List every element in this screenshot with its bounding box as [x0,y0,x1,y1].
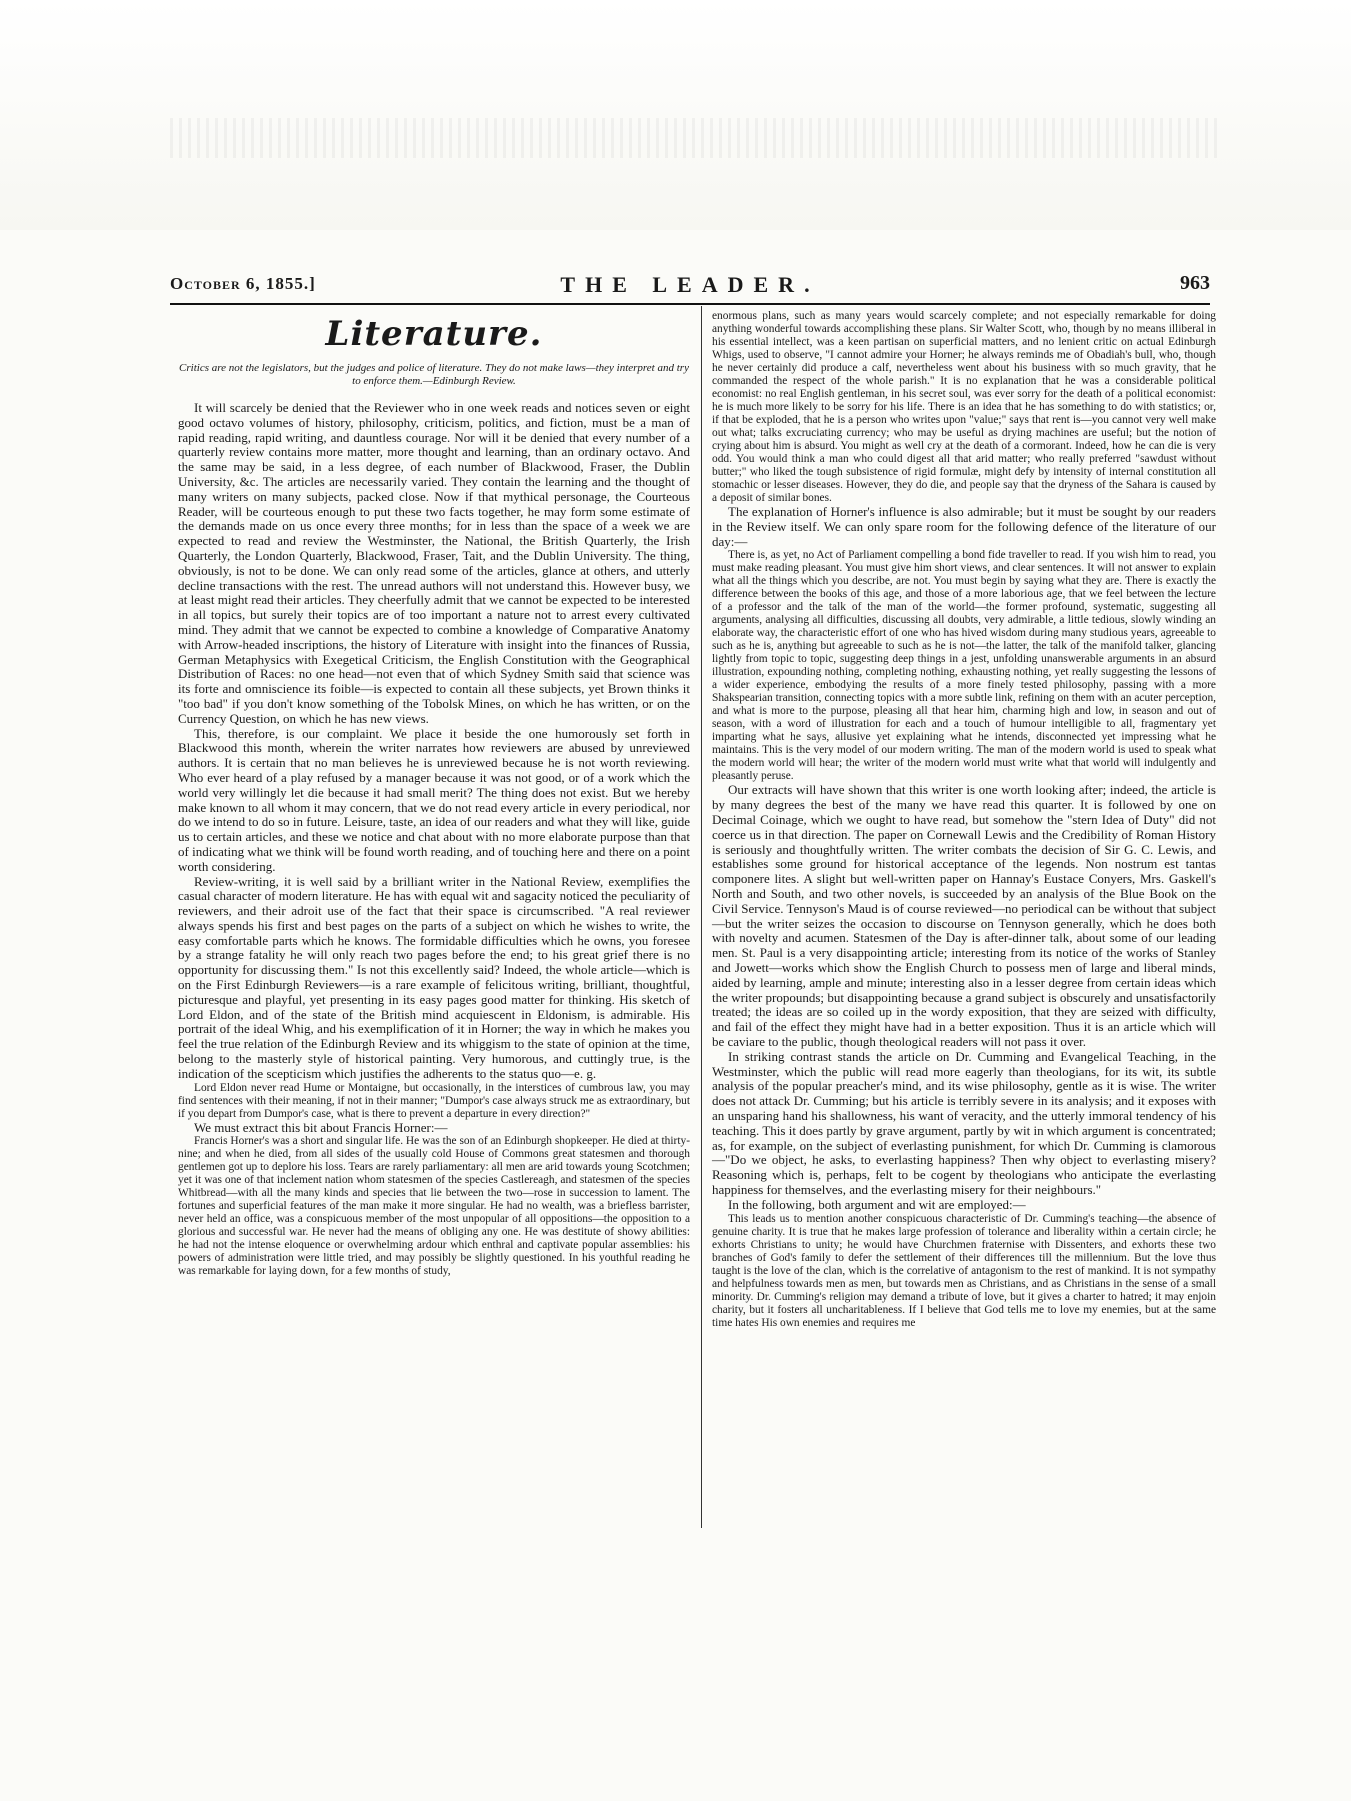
paragraph: In striking contrast stands the article on Dr. Cumming and Evangelical Teaching, in the Westminster, which the public will read more eagerly than theologians, for its wit, its subtle analysis of the popular preacher's mind, and its wise philosophy, gentle as it is wise. The writer does not attack Dr. Cumming; but his article is terribly severe in its analysis; and it exposes with an unsparing hand his shallowness, his want of veracity, and the utterly immoral tendency of his teaching. This it does partly by grave argument, partly by wit in which argument is concentrated; as, for example, on the subject of everlasting punishment, for which Dr. Cumming is clamorous—"Do we object, he asks, to everlasting happiness? Then why object to everlasting misery? Reasoning which is, perhaps, felt to be cogent by theologians who anticipate the everlasting happiness for themselves, and the everlasting misery for their neighbours." [712,1048,1216,1197]
issue-date: October 6, 1855.] [170,274,316,293]
epigraph: Critics are not the legislators, but the judges and police of literature. They do not make laws—they interpret and try to enforce them.—Edinburgh Review. [179,362,689,387]
paragraph: Our extracts will have shown that this writer is one worth looking after; indeed, the article is by many degrees the best of the many we have read this quarter. It is followed by one on Decimal Coinage, which we ought to have read, but somehow the "stern Idea of Duty" did not coerce us in that direction. The paper on Cornewall Lewis and the Credibility of Roman History is seriously and thoughtfully written. The writer combats the decision of Sir G. C. Lewis, and establishes some ground for historical acceptance of the legends. Non nostrum est tantas componere lites. A slight but well-written paper on Hannay's Eustace Conyers, Mrs. Gaskell's North and South, and two other novels, is succeeded by an analysis of the Blue Book on the Civil Service. Tennyson's Maud is of course reviewed—no periodical can be without that subject—but the writer seizes the occasion to discourse on Tennyson generally, which he does both with novelty and acumen. Statesmen of the Day is after-dinner talk, about some of our leading men. St. Paul is a very disappointing article; interesting from its notice of the works of Stanley and Jowett—works which show the English Church to possess men of large and liberal minds, aided by learning, ample and minute; interesting also in a lesser degree from certain ideas which the writer propounds; but disappointing because a grand subject is obscurely and unsatisfactorily treated; the ideas are so coiled up in the wordy exposition, that they are seized with difficulty, and fail of the effect they might have had in a better exposition. Thus it is an article which will be caviare to the public, though theological readers will not pass it over. [712,782,1216,1049]
section-title: Literature. [325,314,543,354]
paragraph: We must extract this bit about Francis Horner:— [194,1119,448,1135]
left-column [178,310,690,1278]
paragraph: In the following, both argument and wit are employed:— [728,1196,1026,1212]
block-quote: Lord Eldon never read Hume or Montaigne, but occasionally, in the interstices of cumbrous law, you may find sentences with their meaning, if not in their manner; "Dumpor's case always struck me as extraordinary, but if you depart from Dumpor's case, what is there to prevent a departure in every direction?" [178,1081,690,1120]
column-divider [701,306,702,1528]
masthead-title: THE LEADER. [560,272,820,297]
right-column [712,310,1216,1330]
block-quote: enormous plans, such as many years would scarcely complete; and not especially remarkable for doing anything wonderful towards accomplishing these plans. Sir Walter Scott, who, though by no means illiberal in his essential intellect, was a keen partisan on superficial matters, and no lenient critic on actual Edinburgh Whigs, used to observe, "I cannot admire your Horner; he always reminds me of Obadiah's bull, who, though he never certainly did produce a calf, nevertheless went about his business with so much gravity, that he commanded the respect of the whole parish." It is no explanation that he was a considerable political economist: no real English gentleman, in his secret soul, was ever sorry for the death of a political economist: he is much more likely to be sorry for his life. There is an idea that he has something to do with statistics; or, if that be exploded, that he is a person who writes upon "value;" says that rent is—you cannot very well make out what; talks excruciating currency; who may be useful as drying machines are useful; but the notion of crying about him is absurd. You might as well cry at the death of a cormorant. Indeed, how he can die is very odd. You would think a man who could digest all that arid matter; who really preferred "sawdust without butter;" who liked the tough subsistence of rigid formulæ, might defy by intensity of internal constitution all stomachic or lesser diseases. However, they do die, and people say that the dryness of the Sahara is caused by a deposit of similar bones. [712,310,1216,504]
header-rule [170,303,1210,305]
scan-margin [0,0,1351,230]
paragraph: This, therefore, is our complaint. We place it beside the one humorously set forth in Blackwood this month, wherein the writer narrates how reviewers are abused by unreviewed authors. It is certain that no man believes he is unreviewed because he is not worth reviewing. Who ever heard of a play refused by a manager because it was not good, or of a work which the world very willingly let die because it had small merit? The thing does not exist. But we hereby make known to all whom it may concern, that we do not read every article in every periodical, nor do we intend to do so in future. Leisure, taste, an idea of our readers and what they will like, guide us to certain articles, and these we notice and chat about with no more elaborate purpose than that of indicating what we think will be found worth reading, and of touching here and there on a point worth considering. [178,725,690,874]
page-header [170,274,1210,304]
block-quote: Francis Horner's was a short and singular life. He was the son of an Edinburgh shopkeeper. He died at thirty-nine; and when he died, from all sides of the usually cold House of Commons great statesmen and thorough gentlemen got up to deplore his loss. Tears are rarely parliamentary: all men are arid towards young Scotchmen; yet it was one of that inclement nation whom statesmen of the species Castlereagh, and statesmen of the species Whitbread—with all the many kinds and species that lie between the two—rose in succession to lament. The fortunes and superficial features of the man make it more singular. He had no wealth, was a briefless barrister, never held an office, was a conspicuous member of the most unpopular of all oppositions—the opposition to a glorious and successful war. He never had the means of obliging any one. He was destitute of showy abilities: he had not the intense eloquence or overwhelming ardour which enthral and captivate popular assemblies: his powers of administration were little tried, and may possibly be slightly questioned. In his youthful reading he was remarkable for laying down, for a few months of study, [178,1135,690,1278]
page-number: 963 [1180,272,1210,294]
scan-artifact [170,118,1220,158]
paragraph: The explanation of Horner's influence is also admirable; but it must be sought by our readers in the Review itself. We can only spare room for the following defence of the literature of our day:— [712,504,1216,549]
block-quote: This leads us to mention another conspicuous characteristic of Dr. Cumming's teaching—the absence of genuine charity. It is true that he makes large profession of tolerance and liberality within a certain circle; he exhorts Christians to unity; he would have Churchmen fraternise with Dissenters, and exhorts these two branches of God's family to defer the settlement of their differences till the millennium. But the love thus taught is the love of the clan, which is the correlative of antagonism to the rest of mankind. It is not sympathy and helpfulness towards men as men, but towards men as Christians, and as Christians in the sense of a small minority. Dr. Cumming's religion may demand a tribute of love, but it gives a charter to hatred; it may enjoin charity, but it fosters all uncharitableness. If I believe that God tells me to love my enemies, but at the same time hates His own enemies and requires me [712,1212,1216,1329]
paragraph: It will scarcely be denied that the Reviewer who in one week reads and notices seven or eight good octavo volumes of history, philosophy, criticism, politics, and fiction, must be a man of rapid reading, rapid writing, and dauntless courage. Nor will it be denied that every number of a quarterly review contains more matter, more thought and learning, than an ordinary octavo. And the same may be said, in a less degree, of each number of Blackwood, Fraser, the Dublin University, &c. The articles are necessarily varied. They contain the learning and the thought of many writers on many subjects, packed close. Now if that mythical personage, the Courteous Reader, will be courteous enough to put these two facts together, he may form some estimate of the demands made on us once every three months; for in less than the space of a week we are expected to read and review the Westminster, the National, the British Quarterly, the Irish Quarterly, the London Quarterly, Blackwood, Fraser, Tait, and the Dublin University. The thing, obviously, is not to be done. We can only read some of the articles, glance at others, and utterly decline transactions with the rest. The unread authors will not understand this. However busy, we at least might read their articles. They cheerfully admit that we cannot be expected to be interested in all topics, but surely their topics are of too important a nature not to arrest every cultivated mind. They admit that we cannot be expected to combine a knowledge of Comparative Anatomy with Arrow-headed inscriptions, the history of Literature with insight into the finances of Russia, German Metaphysics with Exegetical Criticism, the English Constitution with the Geographical Distribution of Races: no one head—not even that of which Sydney Smith said that science was its forte and omniscience its foible—is expected to contain all these subjects, yet Brown thinks it "too bad" if you don't know something of the Tobolsk Mines, on which he has written, or on the Currency Question, on which he has new views. [178,400,690,726]
block-quote: There is, as yet, no Act of Parliament compelling a bond fide traveller to read. If you wish him to read, you must make reading pleasant. You must give him short views, and clear sentences. It will not answer to explain what all the things which you describe, are not. You must begin by saying what they are. There is exactly the difference between the books of this age, and those of a more laborious age, that we feel between the lecture of a professor and the talk of the man of the world—the former profound, systematic, suggesting all arguments, analysing all difficulties, discussing all doubts, very admirable, a little tedious, slowly winding an elaborate way, the characteristic effort of one who has hived wisdom during many studious years, agreeable to such as he is, anything but agreeable to such as he is not—the latter, the talk of the manifold talker, glancing lightly from topic to topic, suggesting deep things in a jest, unfolding unanswerable arguments in an absurd illustration, expounding nothing, completing nothing, exhausting nothing, yet really suggesting the lessons of a wider experience, embodying the results of a more finely tested philosophy, passing with a more Shakspearian transition, connecting topics with a more subtle link, refining on them with an acuter perception, and what is more to the purpose, pleasing all that hear him, charming high and low, in season and out of season, with a word of illustration for each and a touch of humour intelligible to all, fragmentary yet imparting what he says, allusive yet explaining what he intends, disconnected yet impressing what he maintains. This is the very model of our modern writing. The man of the modern world is used to speak what the modern world will hear; the writer of the modern world must write what that world will indulgently and pleasantly peruse. [712,549,1216,783]
paragraph: Review-writing, it is well said by a brilliant writer in the National Review, exemplifies the casual character of modern literature. He has with equal wit and sagacity noticed the peculiarity of reviewers, and their adroit use of the fact that their space is circumscribed. "A real reviewer always spends his first and best pages on the parts of a subject on which he wishes to write, the easy comfortable parts which he knows. The formidable difficulties which he owns, you foresee by a strange fatality he will only reach two pages before the end; to his great grief there is no opportunity for discussing them." Is not this excellently said? Indeed, the whole article—which is on the First Edinburgh Reviewers—is a rare example of felicitous writing, brilliant, thoughtful, picturesque and playful, yet presenting in its easy pages good matter for thinking. His sketch of Lord Eldon, and of the state of the British mind acquiescent in Eldonism, is admirable. His portrait of the ideal Whig, and his exemplification of it in Horner; the way in which he makes you feel the true relation of the Edinburgh Review and its whiggism to the state of opinion at the time, belong to the masterly style of historical painting. Very humorous, and cuttingly true, is the indication of the scepticism which justifies the adherents to the status quo—e. g. [178,873,690,1081]
